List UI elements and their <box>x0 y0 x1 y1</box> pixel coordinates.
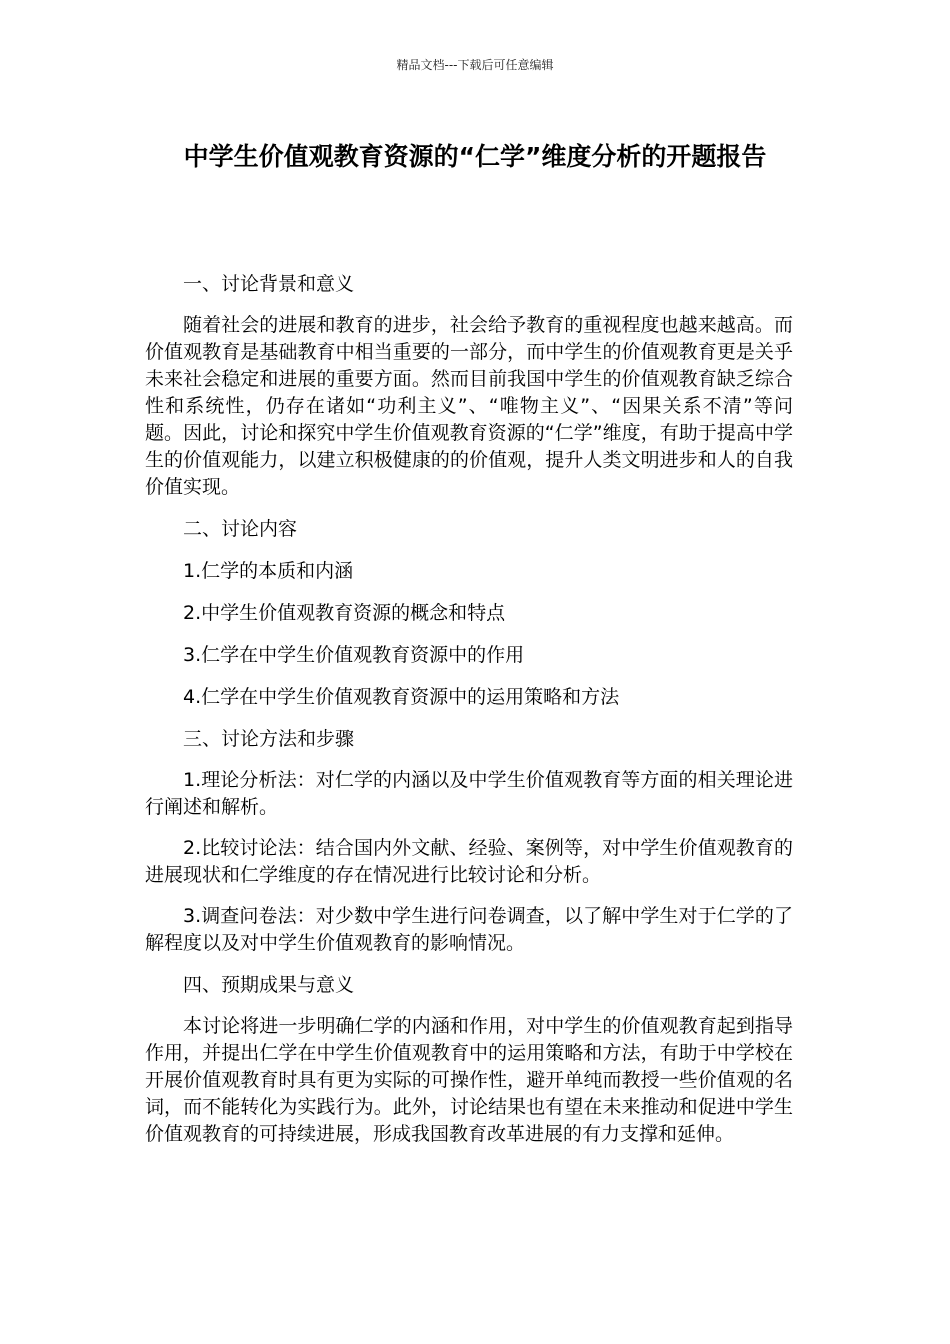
section-heading-content: 二、讨论内容 <box>183 518 298 540</box>
section-heading-methods: 三、讨论方法和步骤 <box>183 728 355 750</box>
list-item-method-3: 3.调查问卷法：对少数中学生进行问卷调查，以了解中学生对于仁学的了解程度以及对中学生价值观教育的影响情况。 <box>145 905 793 954</box>
section-heading-outcomes: 四、预期成果与意义 <box>183 974 355 996</box>
document-body <box>145 270 793 1148</box>
page-header-note: 精品文档---下载后可任意编辑 <box>396 58 554 72</box>
paragraph-outcomes: 本讨论将进一步明确仁学的内涵和作用，对中学生的价值观教育起到指导作用，并提出仁学在中学生价值观教育中的运用策略和方法，有助于中学校在开展价值观教育时具有更为实际的可操作性，避开单纯而教授一些价值观的名词，而不能转化为实践行为。此外，讨论结果也有望在未来推动和促进中学生价值观教育的可持续进展，形成我国教育改革进展的有力支撑和延伸。 <box>145 1015 793 1145</box>
list-item-content-1: 1.仁学的本质和内涵 <box>183 560 354 582</box>
section-heading-background: 一、讨论背景和意义 <box>183 273 355 295</box>
list-item-content-3: 3.仁学在中学生价值观教育资源中的作用 <box>183 644 525 666</box>
list-item-content-4: 4.仁学在中学生价值观教育资源中的运用策略和方法 <box>183 686 620 708</box>
list-item-content-2: 2.中学生价值观教育资源的概念和特点 <box>183 602 506 624</box>
list-item-method-2: 2.比较讨论法：结合国内外文献、经验、案例等，对中学生价值观教育的进展现状和仁学维度的存在情况进行比较讨论和分析。 <box>145 837 793 886</box>
list-item-method-1: 1.理论分析法：对仁学的内涵以及中学生价值观教育等方面的相关理论进行阐述和解析。 <box>145 769 793 818</box>
document-title: 中学生价值观教育资源的“仁学”维度分析的开题报告 <box>183 142 767 171</box>
paragraph-background: 随着社会的进展和教育的进步，社会给予教育的重视程度也越来越高。而价值观教育是基础教育中相当重要的一部分，而中学生的价值观教育更是关乎未来社会稳定和进展的重要方面。然而目前我国中学生的价值观教育缺乏综合性和系统性，仍存在诸如“功利主义”、“唯物主义”、“因果关系不清”等问题。因此，讨论和探究中学生价值观教育资源的“仁学”维度，有助于提高中学生的价值观能力，以建立积极健康的的价值观，提升人类文明进步和人的自我价值实现。 <box>145 314 793 498</box>
